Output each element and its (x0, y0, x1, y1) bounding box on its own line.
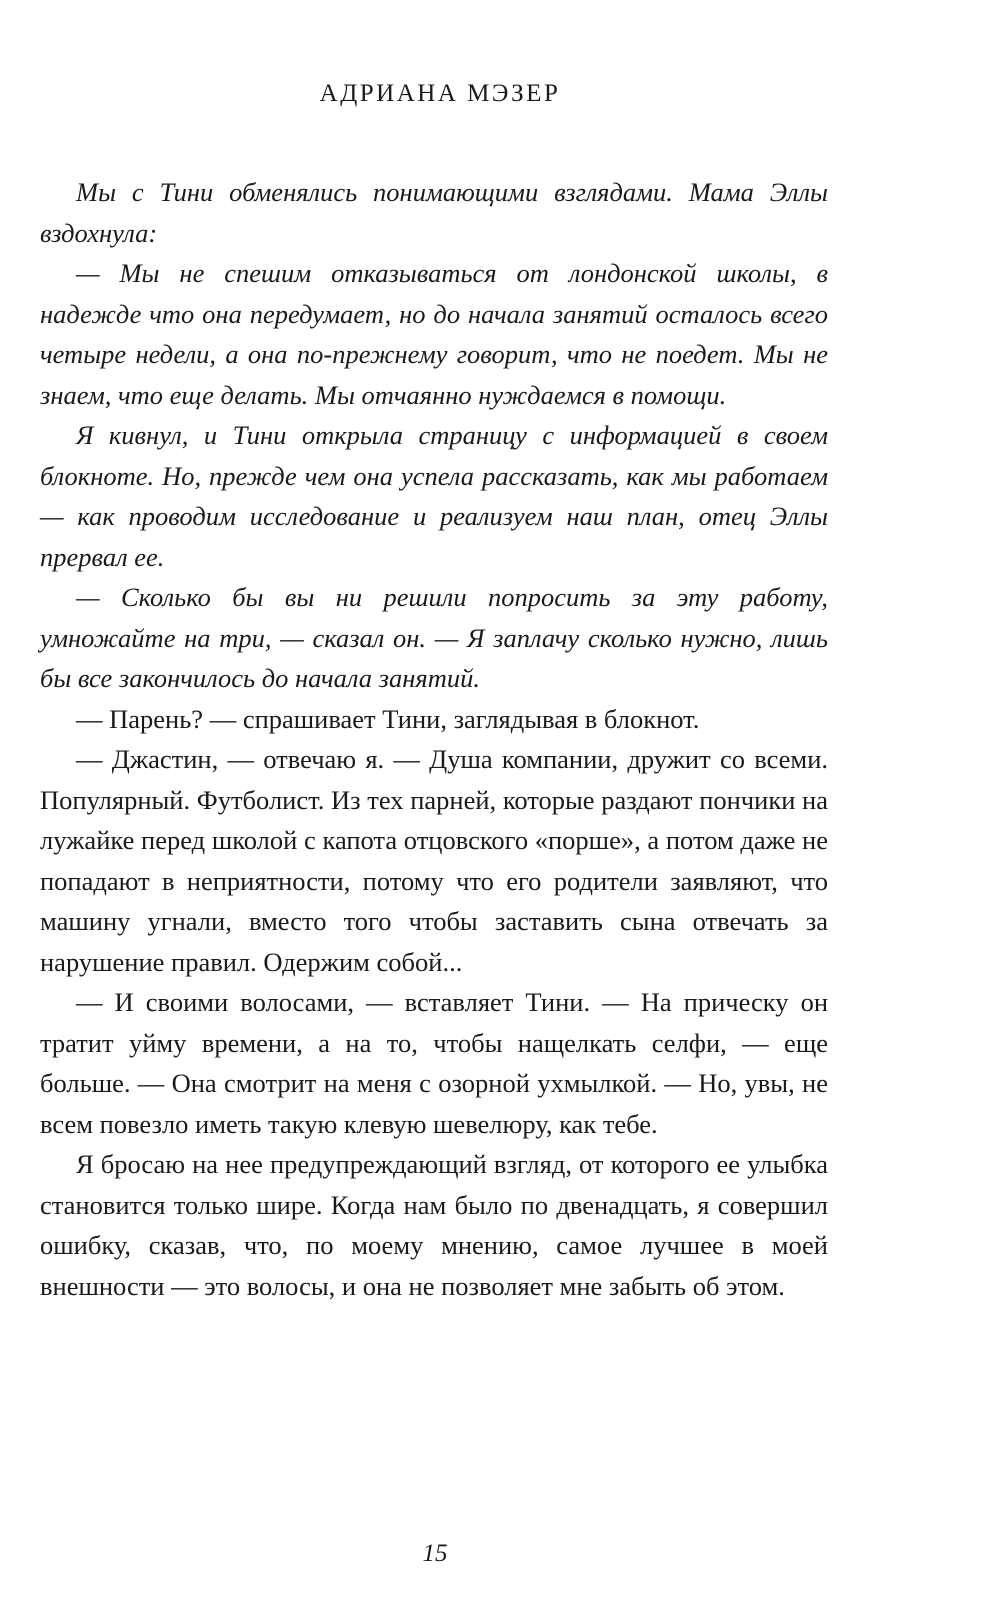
paragraph-3: Я кивнул, и Тини открыла страницу с информацией в своем блокноте. Но, прежде чем она успела рассказать, как мы работаем — как проводим исследование и реализуем наш план, отец Эллы прервал ее. (40, 420, 828, 572)
paragraph-5: — Парень? — спрашивает Тини, заглядывая в блокнот. (76, 703, 700, 734)
paragraph-1: Мы с Тини обменялись понимающими взглядами. Мама Эллы вздохнула: (40, 177, 828, 248)
paragraph-4: — Сколько бы вы ни решили попросить за эту работу, умножайте на три, — сказал он. — Я заплачу сколько нужно, лишь бы все закончилось до начала занятий. (40, 582, 828, 693)
paragraph-6: — Джастин, — отвечаю я. — Душа компании, дружит со всеми. Популярный. Футболист. Из тех парней, которые раздают пончики на лужайке перед школой с капота отцовского «порше», а потом даже не попадают в неприятности, потому что его родители заявляют, что машину угнали, вместо того чтобы заставить сына отвечать за нарушение правил. Одержим собой... (40, 744, 828, 977)
paragraph-2: — Мы не спешим отказываться от лондонской школы, в надежде что она передумает, но до начала занятий осталось всего четыре недели, а она по-прежнему говорит, что не поедет. Мы не знаем, что еще делать. Мы отчаянно нуждаемся в помощи. (40, 258, 828, 410)
paragraph-8: Я бросаю на нее предупреждающий взгляд, от которого ее улыбка становится только шире. Когда нам было по двенадцать, я совершил ошибку, сказав, что, по моему мнению, самое лучшее в моей внешности — это волосы, и она не позволяет мне забыть об этом. (40, 1149, 828, 1301)
page-number: 15 (422, 1540, 448, 1567)
paragraph-7: — И своими волосами, — вставляет Тини. — На прическу он тратит уйму времени, а на то, чтобы нащелкать селфи, — еще больше. — Она смотрит на меня с озорной ухмылкой. — Но, увы, не всем повезло иметь такую клевую шевелюру, как тебе. (40, 987, 828, 1139)
running-head: АДРИАНА МЭЗЕР (319, 80, 561, 107)
body-text (40, 172, 828, 1306)
